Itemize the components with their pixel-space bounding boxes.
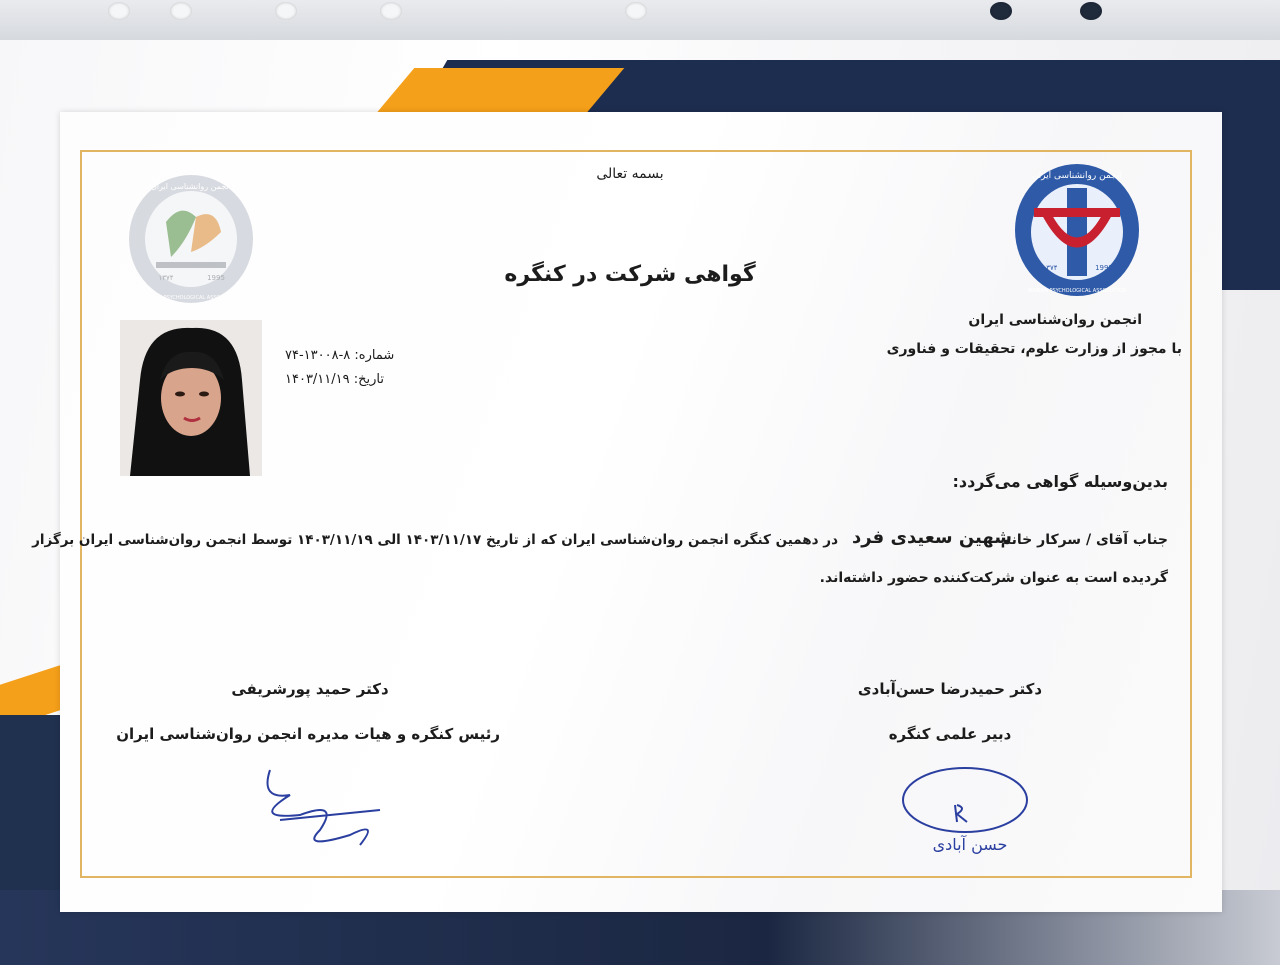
right-signature-text: حسن آبادی bbox=[932, 835, 1008, 854]
logo-year-gregorian: 1995 bbox=[1095, 264, 1113, 272]
recipient-name: شهین سعیدی فرد bbox=[852, 527, 1012, 548]
left-signatory-role: رئیس کنگره و هیات مدیره انجمن روان‌شناسی ایران bbox=[116, 725, 500, 743]
body-line-1: در دهمین کنگره انجمن روان‌شناسی ایران که از تاریخ ۱۴۰۳/۱۱/۱۷ الی ۱۴۰۳/۱۱/۱۹ توسط انجمن روان‌شناسی ایران برگزار bbox=[32, 532, 838, 548]
organization-name: انجمن روان‌شناسی ایران bbox=[968, 312, 1142, 328]
left-signatory-name: دکتر حمید پورشریفی bbox=[231, 680, 389, 698]
certificate-title: گواهی شرکت در کنگره bbox=[504, 262, 756, 287]
right-signatory-name: دکتر حمیدرضا حسن‌آبادی bbox=[857, 680, 1043, 698]
punch-hole bbox=[108, 2, 130, 20]
punch-hole bbox=[625, 2, 647, 20]
right-signatory-role: دبیر علمی کنگره bbox=[888, 725, 1012, 743]
left-signature-icon bbox=[230, 760, 410, 860]
certificate-number: شماره: ۸-۱۳۰۰۸-۷۴ bbox=[285, 348, 395, 363]
certificate-date: تاریخ: ۱۴۰۳/۱۱/۱۹ bbox=[285, 372, 385, 387]
logo-year-persian: ۱۳۷۴ bbox=[1042, 264, 1058, 272]
punch-hole bbox=[380, 2, 402, 20]
punch-hole bbox=[990, 2, 1012, 20]
salutation: جناب آقای / سرکار خانم bbox=[1000, 532, 1168, 548]
decorative-orange-band bbox=[376, 68, 625, 114]
logo-english-name: IRANIAN PSYCHOLOGICAL ASSOCIATION bbox=[1027, 288, 1127, 294]
punch-hole bbox=[170, 2, 192, 20]
organization-license: با مجوز از وزارت علوم، تحقیقات و فناوری bbox=[886, 341, 1182, 357]
congress-logo-year-persian: ۱۳۷۴ bbox=[158, 274, 174, 282]
decorative-navy-side bbox=[1222, 60, 1280, 290]
certification-intro: بدین‌وسیله گواهی می‌گردد: bbox=[952, 472, 1168, 491]
congress-logo-icon bbox=[126, 172, 256, 307]
punch-hole bbox=[1080, 2, 1102, 20]
binder-strip bbox=[0, 0, 1280, 40]
right-signature-icon bbox=[895, 760, 1035, 860]
congress-logo-english: IRANIAN PSYCHOLOGICAL ASSOCIATION bbox=[141, 295, 241, 301]
participant-photo bbox=[120, 320, 262, 476]
logo-persian-name: انجمن روانشناسی ایران bbox=[1032, 171, 1122, 181]
congress-logo-persian: انجمن روانشناسی ایران bbox=[151, 182, 231, 191]
punch-hole bbox=[275, 2, 297, 20]
body-line-2: گردیده است به عنوان شرکت‌کننده حضور داشته‌اند. bbox=[819, 570, 1168, 586]
bismillah-heading: بسمه تعالی bbox=[596, 166, 664, 182]
association-logo-icon bbox=[1012, 160, 1142, 300]
congress-logo-year-gregorian: 1995 bbox=[207, 274, 225, 282]
decorative-navy-corner bbox=[0, 715, 60, 915]
